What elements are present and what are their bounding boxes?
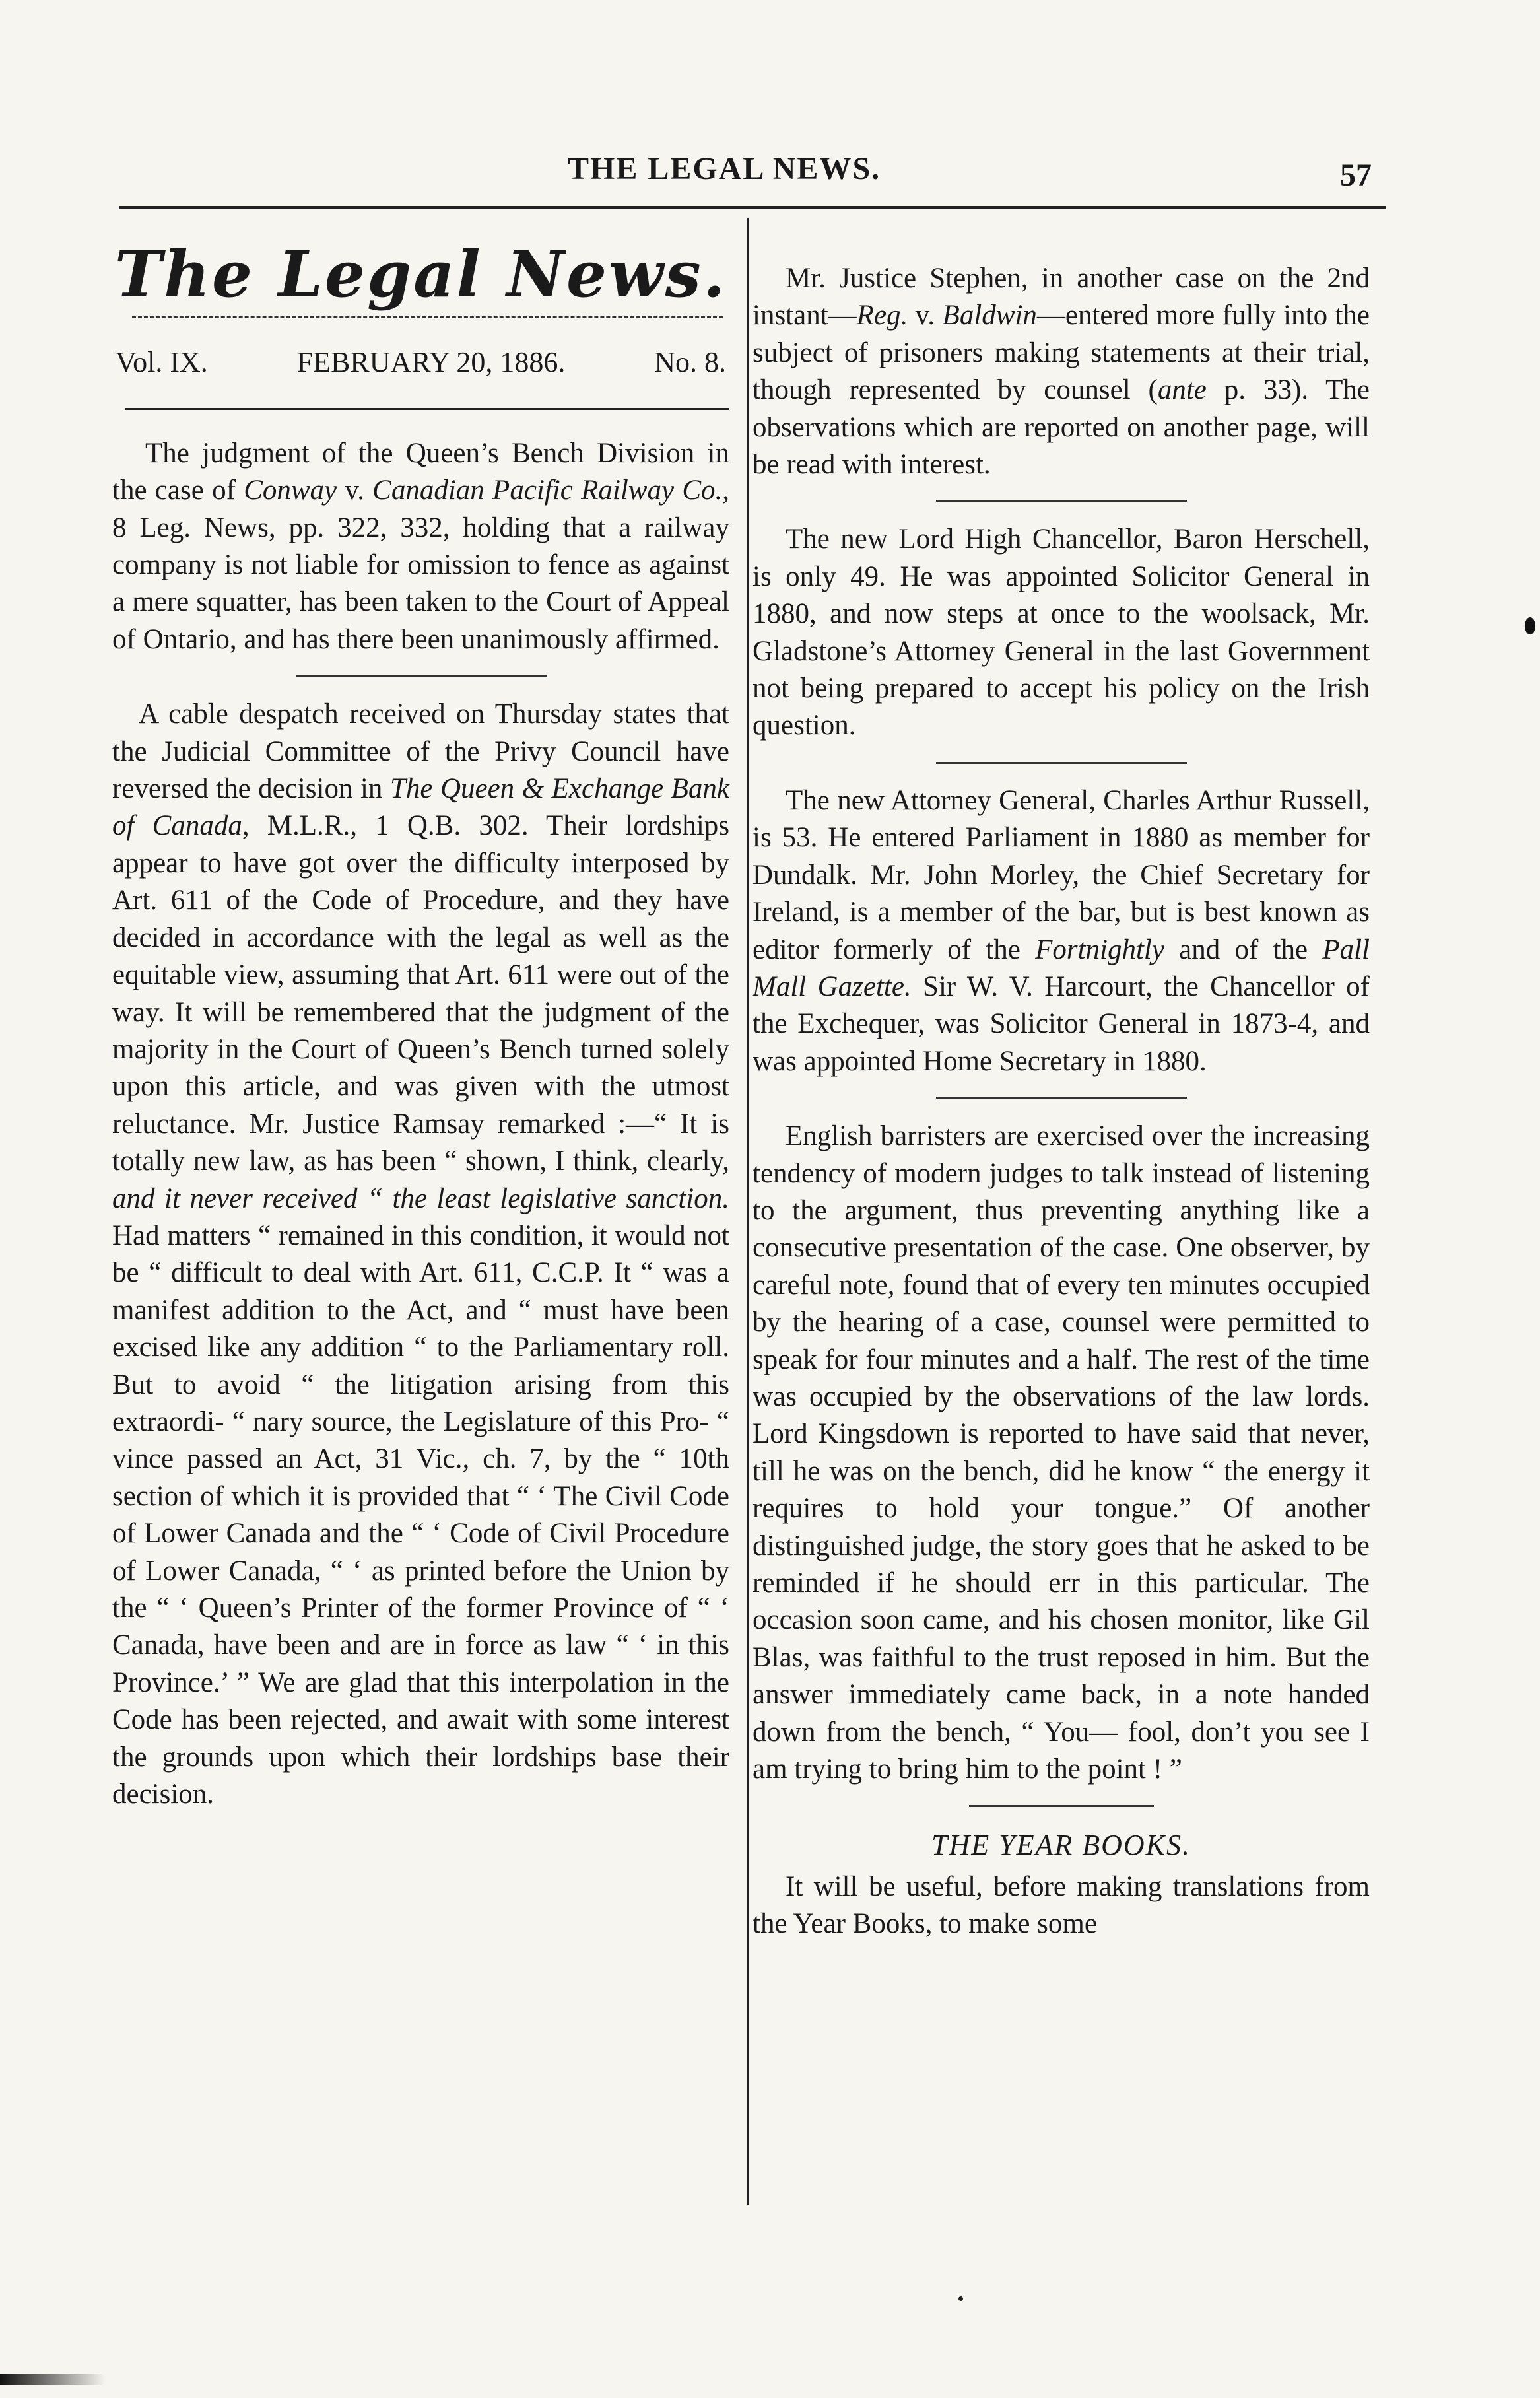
text-run: , 8 Leg. News, pp. 322, 332, holding that a railway company is not liable for omission to fence as against a mere squatter, has been taken to the Court of Appeal of Ontario, and has there been unanimously affirmed. bbox=[112, 475, 729, 655]
paragraph-separator bbox=[936, 500, 1187, 502]
page-edge-shadow bbox=[0, 2374, 106, 2385]
paragraph-conway-judgment bbox=[112, 435, 729, 658]
paragraph-lord-chancellor bbox=[753, 521, 1370, 744]
masthead-dashed-rule bbox=[132, 316, 723, 318]
column-divider bbox=[747, 218, 749, 2205]
margin-ink-mark bbox=[1525, 617, 1535, 634]
italic-text-run: Reg. bbox=[856, 300, 908, 331]
volume-line bbox=[116, 344, 726, 381]
paragraph-cable-despatch bbox=[112, 696, 729, 1813]
text-run: The judgment of the Queen’s Bench Division in the case of bbox=[112, 437, 729, 506]
right-column bbox=[753, 218, 1370, 1943]
italic-text-run: Pall Mall Gazette. bbox=[753, 934, 1370, 1002]
paragraph-english-barristers bbox=[753, 1118, 1370, 1788]
italic-text-run: ante bbox=[1157, 374, 1207, 406]
issue-number: No. 8. bbox=[654, 346, 726, 379]
text-run: Sir W. V. Harcourt, the Chancellor of the Exchequer, was Solicitor General in 1873-4, and was appointed Home Secretary in 1880. bbox=[753, 971, 1370, 1077]
text-run: English barristers are exercised over the increasing tendency of modern judges to talk instead of listening to the argument, thus preventing anything like a consecutive presentation of the case. One observer, by careful note, found that of every ten minutes occupied by the hearing of a case, counsel were permitted to speak for four minutes and a half. The rest of the time was occupied by the observations of the law lords. Lord Kingsdown is reported to have said that never, till he was on the bench, did he know “ the energy it requires to hold your tongue.” Of another distinguished judge, the story goes that he asked to be reminded if he should err in this particular. The occasion soon came, and his chosen monitor, like Gil Blas, was faithful to the trust reposed in him. But the answer immediately came back, in a note handed down from the bench, “ You— fool, don’t you see I am trying to bring him to the point ! ” bbox=[753, 1120, 1370, 1785]
section-title-year-books: THE YEAR BOOKS. bbox=[931, 1829, 1191, 1862]
italic-text-run: Baldwin bbox=[942, 300, 1037, 331]
page-number: 57 bbox=[1340, 158, 1372, 193]
masthead-title: The Legal News. bbox=[114, 237, 727, 312]
italic-text-run: Conway bbox=[244, 475, 337, 506]
header-rule bbox=[119, 206, 1386, 209]
italic-text-run: The Queen & Exchange Bank of Canada bbox=[112, 773, 730, 842]
section-rule bbox=[969, 1805, 1154, 1807]
text-run: A cable despatch received on Thursday states that the Judicial Committee of the Privy Council have reversed the decision in bbox=[112, 699, 729, 805]
text-run: The new Attorney General, Charles Arthur Russell, is 53. He entered Parliament in 1880 as member for Dundalk. Mr. John Morley, the Chief Secretary for Ireland, is a member of the bar, but is best known as editor formerly of the bbox=[753, 784, 1370, 965]
running-title: THE LEGAL NEWS. bbox=[568, 151, 881, 186]
italic-text-run: Fortnightly bbox=[1035, 934, 1164, 965]
text-run: Mr. Justice Stephen, in another case on the 2nd instant— bbox=[753, 263, 1370, 331]
paragraph-justice-stephen bbox=[753, 260, 1370, 483]
text-run: Had matters “ remained in this condition, it would not be “ difficult to deal with Art. 611, C.C.P. It “ was a manifest addition to the Act, and “ must have been excised like any addition “ to the Parliamentary roll. But to avoid “ the litigation arising from this extraordi- “ nary source, the Legislature of this Pro- “ vince passed an Act, 31 Vic., ch. 7, by the “ 10th section of which it is provided that “ ‘ The Civil Code of Lower Canada and the “ ‘ Code of Civil Procedure of Lower Canada, “ ‘ as printed before the Union by the “ ‘ Queen’s Printer of the former Province of “ ‘ Canada, have been and are in force as law “ ‘ in this Province.’ ” We are glad that this interpolation in the Code has been rejected, and await with some interest the grounds upon which their lordships base their decision. bbox=[112, 1219, 729, 1810]
paragraph-separator bbox=[296, 675, 547, 677]
paragraph-separator bbox=[936, 762, 1187, 764]
italic-text-run: Canadian Pacific Railway Co. bbox=[372, 475, 723, 506]
paragraph-separator bbox=[936, 1097, 1187, 1099]
text-run: p. 33). The observations which are reported on another page, will be read with interest. bbox=[753, 374, 1370, 481]
text-run: v. bbox=[908, 300, 943, 331]
text-run: and of the bbox=[1164, 934, 1323, 965]
text-run: The new Lord High Chancellor, Baron Herschell, is only 49. He was appointed Solicitor General in 1880, and now steps at once to the woolsack, Mr. Gladstone’s Attorney General in the last Government not being prepared to accept his policy on the Irish question. bbox=[753, 524, 1370, 741]
issue-date: FEBRUARY 20, 1886. bbox=[296, 346, 566, 379]
text-run: —entered more fully into the subject of prisoners making statements at their trial, though represented by counsel ( bbox=[753, 300, 1370, 406]
italic-text-run: and it never received “ the least legislative sanction. bbox=[112, 1182, 729, 1214]
left-column bbox=[112, 218, 729, 1813]
masthead-rule bbox=[125, 408, 729, 410]
text-run: v. bbox=[337, 475, 373, 506]
paragraph-attorney-general bbox=[753, 782, 1370, 1080]
bottom-ink-speck bbox=[958, 2296, 963, 2301]
paragraph-year-books bbox=[753, 1868, 1370, 1943]
text-run: It will be useful, before making translations from the Year Books, to make some bbox=[753, 1870, 1370, 1940]
text-run: , M.L.R., 1 Q.B. 302. Their lordships appear to have got over the difficulty interposed by Art. 611 of the Code of Procedure, and they have decided in accordance with the legal as well as the equitable view, assuming that Art. 611 were out of the way. It will be remembered that the judgment of the majority in the Court of Queen’s Bench turned solely upon this article, and was given with the utmost reluctance. Mr. Justice Ramsay remarked :—“ It is totally new law, as has been “ shown, I think, clearly, bbox=[112, 810, 729, 1177]
volume-label: Vol. IX. bbox=[116, 346, 208, 379]
